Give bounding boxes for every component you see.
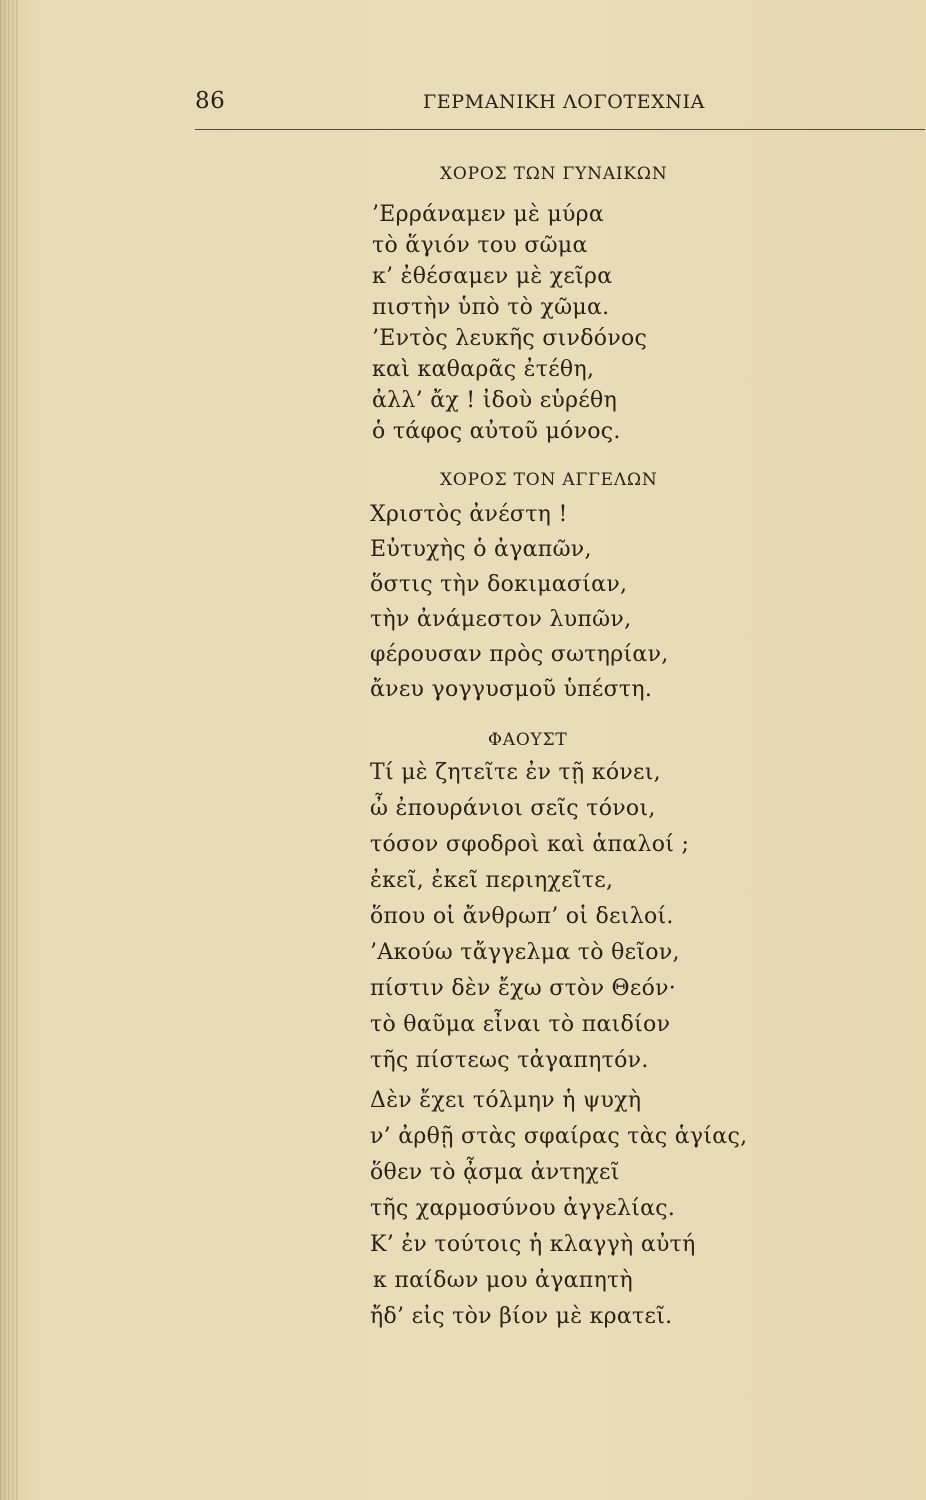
verse-line: Δὲν ἔχει τόλμην ἡ ψυχὴ: [370, 1088, 642, 1113]
verse-line: ’Εντὸς λευκῆς σινδόνος: [372, 326, 648, 351]
verse-line: ὅπου οἱ ἄνθρωπ’ οἱ δειλοί.: [370, 904, 674, 929]
verse-line: Εὐτυχὴς ὁ ἀγαπῶν,: [370, 537, 592, 562]
verse-line: τὸ θαῦμα εἶναι τὸ παιδίον: [370, 1012, 671, 1037]
verse-line: κ’ ἐθέσαμεν μὲ χεῖρα: [372, 264, 613, 289]
verse-line: Τί μὲ ζητεῖτε ἐν τῇ κόνει,: [370, 760, 661, 785]
verse-line: ἤδ’ εἰς τὸν βίον μὲ κρατεῖ.: [370, 1304, 673, 1329]
verse-line: Κ’ ἐν τούτοις ἡ κλαγγὴ αὐτή: [370, 1232, 696, 1257]
verse-line: φέρουσαν πρὸς σωτηρίαν,: [370, 642, 669, 667]
verse-line: καὶ καθαρᾶς ἐτέθη,: [372, 357, 595, 382]
running-title: ΓΕΡΜΑΝΙΚΗ ΛΟΓΟΤΕΧΝΙΑ: [423, 91, 705, 113]
verse-line: ὅθεν τὸ ᾆσμα ἀντηχεῖ: [370, 1160, 620, 1185]
verse-line: πιστὴν ὑπὸ τὸ χῶμα.: [372, 295, 610, 320]
page-number: 86: [195, 88, 226, 114]
verse-line: ὁ τάφος αὐτοῦ μόνος.: [372, 419, 621, 444]
verse-line: ὦ ἐπουράνιοι σεῖς τόνοι,: [370, 796, 656, 821]
header-rule: [195, 129, 925, 130]
verse-line: τόσον σφοδροὶ καὶ ἁπαλοί ;: [370, 832, 690, 857]
verse-line: ἀλλ’ ἄχ ! ἰδοὺ εὑρέθη: [372, 388, 618, 413]
verse-line: ν’ ἀρθῇ στὰς σφαίρας τὰς ἁγίας,: [370, 1124, 748, 1149]
verse-line: τὸ ἅγιόν του σῶμα: [372, 233, 588, 258]
section-heading: ΧΟΡΟΣ ΤΟΝ ΑΓΓΕΛΩΝ: [440, 470, 658, 490]
verse-line: τὴν ἀνάμεστον λυπῶν,: [370, 607, 632, 632]
verse-line: ’Ακούω τἄγγελμα τὸ θεῖον,: [370, 940, 680, 965]
verse-line: Χριστὸς ἀνέστη !: [370, 502, 568, 527]
verse-line: ἄνευ γογγυσμοῦ ὑπέστη.: [370, 677, 653, 702]
page-header: [195, 88, 925, 128]
section-heading: ΧΟΡΟΣ ΤΩΝ ΓΥΝΑΙΚΩΝ: [440, 164, 668, 184]
page-binding-edge: [0, 0, 18, 1500]
verse-line: πίστιν δὲν ἔχω στὸν Θεόν·: [370, 976, 677, 1001]
verse-line: ὅστις τὴν δοκιμασίαν,: [370, 572, 628, 597]
section-heading: ΦΑΟΥΣΤ: [488, 730, 568, 750]
verse-line: ἐκεῖ, ἐκεῖ περιηχεῖτε,: [370, 868, 614, 893]
verse-line: κ παίδων μου ἀγαπητὴ: [373, 1268, 633, 1293]
verse-line: ’Ερράναμεν μὲ μύρα: [372, 202, 605, 227]
verse-line: τῆς χαρμοσύνου ἀγγελίας.: [370, 1196, 676, 1221]
verse-line: τῆς πίστεως τἀγαπητόν.: [370, 1048, 649, 1073]
